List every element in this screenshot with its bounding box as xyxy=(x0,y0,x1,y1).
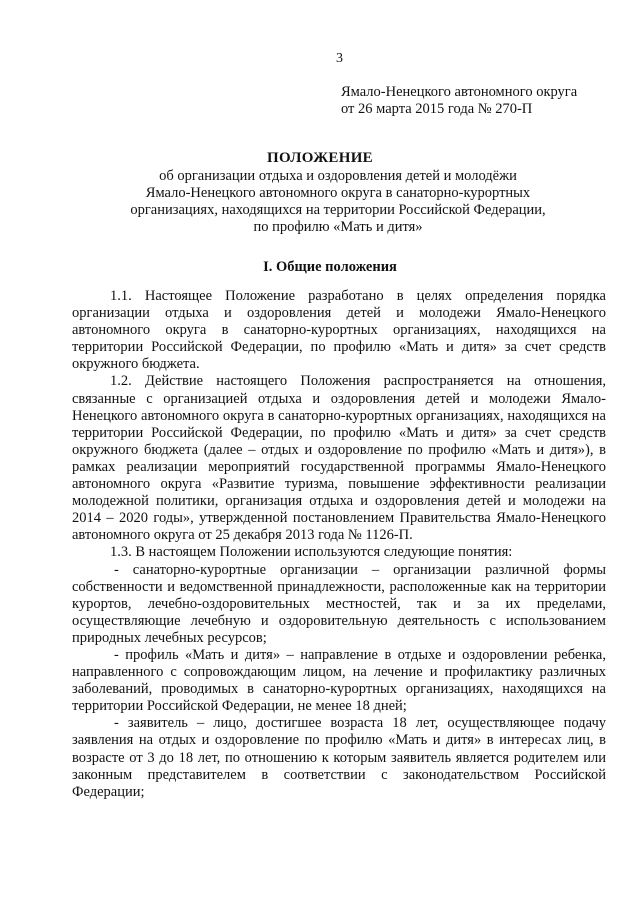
approval-header xyxy=(341,84,577,118)
subtitle-line-4: по профилю «Мать и дитя» xyxy=(253,219,423,235)
document-subtitle xyxy=(0,168,640,236)
definition-applicant: - заявитель – лицо, достигшее возраста 18 лет, осуществляющее подачу заявления на отдых и оздоровление по профилю «Мать и дитя» в интересах лиц, в возрасте от 3 до 18 лет, по отношению к которым заявитель является родителем или законным представителем в соответствии с законодательством Российской Федерации; xyxy=(72,715,606,800)
definition-mother-and-child-profile: - профиль «Мать и дитя» – направление в отдыхе и оздоровлении ребенка, направленного с сопровождающим лицом, на лечение и профилактику различных заболеваний, проводимых в санаторно-курортных организациях, находящихся на территории Российской Федерации, не менее 18 дней; xyxy=(72,646,606,715)
definition-sanatorium-organizations: - санаторно-курортные организации – организации различной формы собственности и ведомственной принадлежности, расположенные как на территории курортов, лечебно-оздоровительных местностей, так и за их пределами, осуществляющие лечебную и оздоровительную деятельность с использованием природных лечебных ресурсов; xyxy=(72,561,606,646)
document-title: ПОЛОЖЕНИЕ xyxy=(267,150,373,166)
subtitle-line-3: организациях, находящихся на территории Российской Федерации, xyxy=(130,202,546,218)
document-body xyxy=(72,288,606,801)
paragraph-1-3: 1.3. В настоящем Положении используются следующие понятия: xyxy=(110,544,513,561)
approval-header-line-2: от 26 марта 2015 года № 270-П xyxy=(341,101,533,117)
paragraph-1-1: 1.1. Настоящее Положение разработано в целях определения порядка организации отдыха и оздоровления детей и молодежи Ямало-Ненецкого автономного округа в санаторно-курортных организациях, находящихся на территории Российской Федерации, по профилю «Мать и дитя» за счет средств окружного бюджета. xyxy=(72,288,606,373)
section-heading: I. Общие положения xyxy=(263,259,397,275)
subtitle-line-2: Ямало-Ненецкого автономного округа в санаторно-курортных xyxy=(145,185,531,201)
subtitle-line-1: об организации отдыха и оздоровления детей и молодёжи xyxy=(159,168,517,184)
approval-header-line-1: Ямало-Ненецкого автономного округа xyxy=(341,84,578,100)
page-number: 3 xyxy=(336,51,343,66)
paragraph-1-2: 1.2. Действие настоящего Положения распространяется на отношения, связанные с организацией отдыха и оздоровления детей и молодежи Ямало-Ненецкого автономного округа в санаторно-курортных организациях, находящихся на территории Российской Федерации, по профилю «Мать и дитя» за счет средств окружного бюджета (далее – отдых и оздоровление по профилю «Мать и дитя»), в рамках реализации мероприятий государственной программы Ямало-Ненецкого автономного округа «Развитие туризма, повышение эффективности реализации молодежной политики, организация отдыха и оздоровления детей и молодежи на 2014 – 2020 годы», утвержденной постановлением Правительства Ямало-Ненецкого автономного округа от 25 декабря 2013 года № 1126-П. xyxy=(72,373,606,544)
